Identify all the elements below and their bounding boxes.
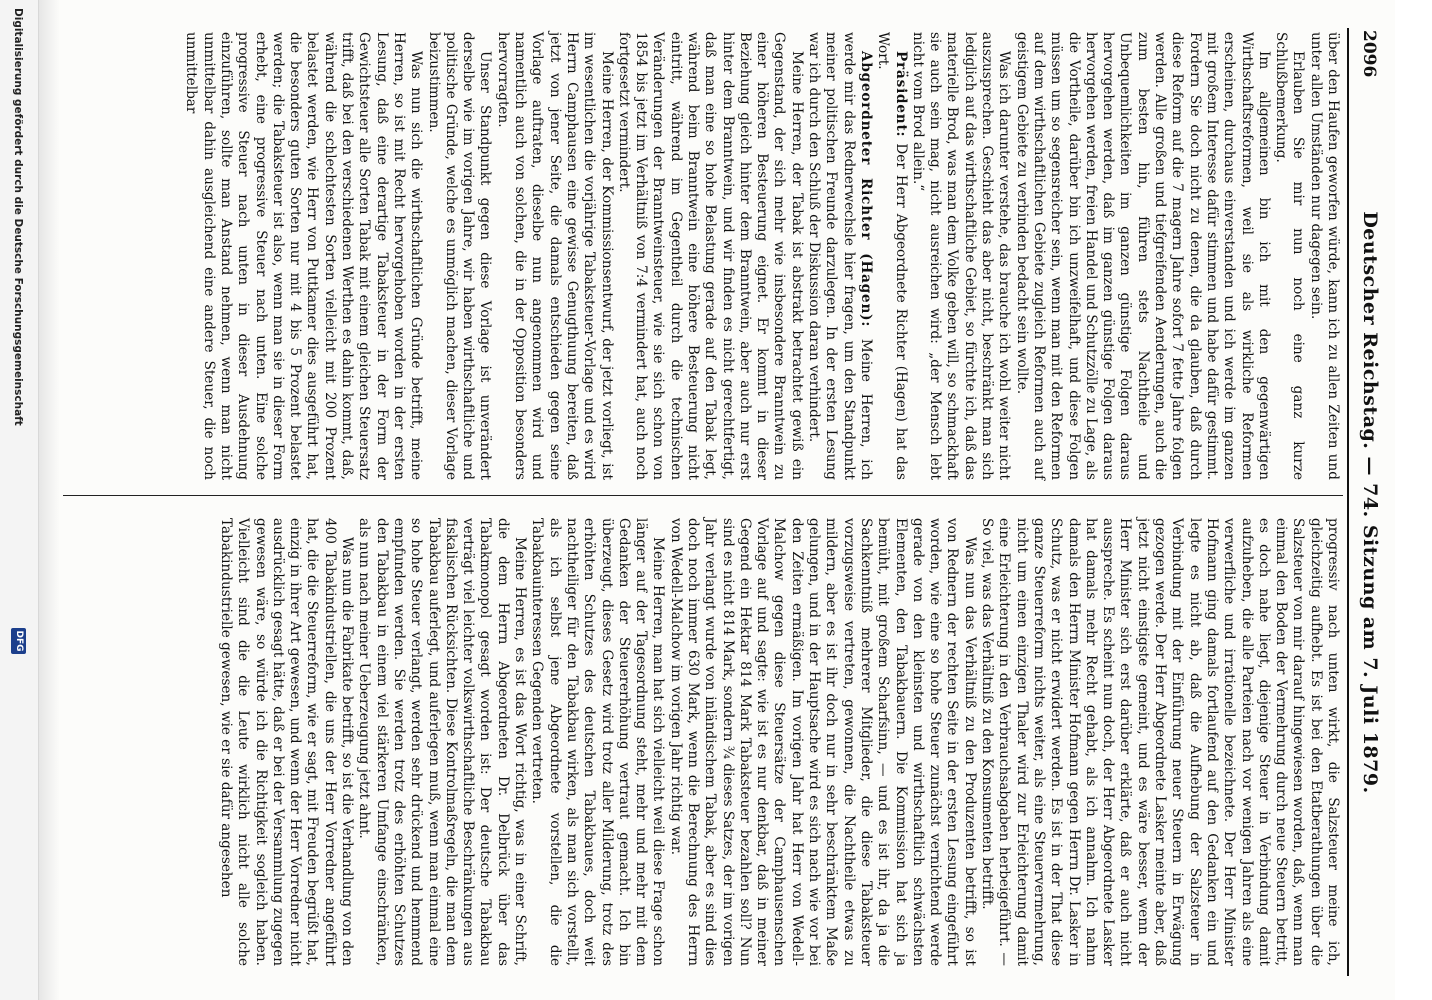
- paragraph: progressiv nach unten wirkt, die Salzsteuer meine ich, gleichzeitig aufhebt. Es ist bei den Etatberathungen über die Salzsteuer von mir darauf hingewiesen worden, daß, wenn man einmal den Boden der Vermehrung durch neue Steuern betritt, es doch nahe liegt, diejenige Steuer in Verbindung damit aufzuheben, die alle Parteien nach vor wenigen Jahren als eine verwerfliche und irrationelle bezeichnete. Der Herr Minister Hofmann ging damals fortlaufend auf den Gedanken ein und legte es nicht ab, daß die Aufhebung der Salzsteuer in Verbindung mit der Einführung neuer Steuern in Erwägung gezogen werde. Der Herr Abgeordnete Lasker meinte aber, daß jetzt nicht einstigste gemeint, und es wäre besser, wenn der Herr Minister sich erst darüber erklärte, daß er auch nicht ausspreche. Es scheint nun doch, der Herr Abgeordnete Lasker hat damals mehr Recht gehabt, als ich annahm. Ich nahm damals den Herrn Minister Hofmann gegen Herrn Dr. Lasker in Schutz, was er nicht erwidert werden. Es ist in der That diese ganze Steuerreform nichts weiter, als eine Steuervermehrung, nicht um einen einzigen Thaler wird zur Erleichterung damit eine Erleichterung in den Verbrauchsabgaben herbeigeführt. — So viel, was das Verhältniß zu den Konsumenten betrifft.: [979, 518, 1341, 966]
- paragraph: Meine Herren, es ist das Wort richtig, was in einer Schrift, die dem Herrn Abgeordneten Dr. Delbrück über das Tabakmonopol gesagt worden ist: Der deutsche Tabakbau verträgt viel leichter volkswirthschaftliche Beschränkungen aus fiskalischen Rücksichten. Diese Kontrolmaßregeln, die man dem Tabakbau auferlegt, und auferlegen muß, wenn man einmal eine so hohe Steuer verlangt, werden sehr drückend und hemmend empfunden werden. Sie werden trotz des erhöhten Schutzes den Tabakbau in einem viel stärkeren Umfange einschränken, als nun nach meiner Ueberzeugung jetzt ahnt.: [356, 518, 529, 966]
- speaker-name: Abgeordneter Richter (Hagen):: [857, 51, 874, 328]
- paragraph: Im allgemeinen bin ich mit den gegenwärtigen Wirthschaftsreformen, weil sie als wirkliche Reformen erscheinen, durchaus einverstanden und ich werde im ganzen mit großem Interesse dafür stimmen und habe dafür gestimmt. Fordern Sie doch nicht zu denen, die da glauben, daß durch diese Reform auf die 7 magern Jahre sofort 7 fette Jahre folgen werden. Alle großen und tiefgreifenden Aenderungen, auch die zum besten hin, führen stets Nachtheile und Unbequemlichkeiten im ganzen günstige Folgen daraus hervorgehen werden, daß im ganzen günstige Folgen daraus hervorgehen werden, freien Handel und Schutzzölle zu Lage, als die Vortheile, darüber bin ich unzweifelhaft, und diese Folgen müssen um so segensreicher sein, wenn man mit den Reformen auf dem wirthschaftlichen Gebiete zugleich Reformen auch auf geistigem Gebiete zu verbinden bedacht sein wollte.: [1013, 32, 1272, 480]
- paragraph: Was ich darunter verstehe, das brauche ich wohl weiter nicht auszusprechen. Geschieht das aber nicht, beschränkt man sich lediglich auf das wirthschaftliche Gebiet, so fürchte ich, daß das materielle Brod, was man dem Volke geben will, so schmackhaft sie auch sein mag, nicht ausreichen wird: „der Mensch lebt nicht vom Brod allein.“: [909, 32, 1013, 480]
- paragraph: Was nun die Fabrikate betrifft, so ist die Verhandlung von den 400 Tabakindustriellen, die uns der Herr Vorredner angeführt hat, die die Steuerreform, wie er sagt, mit Freuden begrüßt hat, einzig in ihrer Art gewesen, und wenn der Herr Vorredner nicht ausdrücklich gesagt hätte, daß er bei der Versammlung zugegen gewesen wäre, so würde ich die Richtigkeit sogleich haben. Vielleicht sind die die Leute wirklich nicht alle solche Tabakindustrielle gewesen, wie er sie dafür angesehen: [218, 518, 356, 966]
- column-divider: [63, 495, 1343, 496]
- paragraph: Meine Herren, der Tabak ist abstrakt betrachtet gewiß ein Gegenstand, der sich mehr wie insbesondere Branntwein zu einer höheren Besteuerung eignet. Er kommt in dieser Beziehung gleich hinter dem Branntwein, aber auch nur erst hinter dem Branntwein, und wir finden es nicht gerechtfertigt, daß man eine so hohe Belastung gerade auf den Tabak legt, während beim Branntwein eine höhere Besteuerung nicht eintritt, während im Gegentheil durch die technischen Veränderungen der Branntweinsteuer, wie sie sich schon von 1854 bis jetzt im Verhältniß von 7:4 vermindert hat, auch noch fortgesetzt vermindert.: [615, 32, 805, 480]
- header-rule: [1347, 28, 1349, 976]
- paragraph: Meine Herren, man hat sich vielleicht weil diese Frage schon länger auf der Tagesordnung steht, mehr und mehr mit dem Gedanken der Steuererhöhung vertraut gemacht. Ich bin überzeugt, dieses Gesetz wird trotz aller Milderung, trotz des erhöhten Schutzes des deutschen Tabakbaues, doch weit nachtheiliger für den Tabakbau wirken, als man sich vorstellt, als ich selbst jene Abgeordnete vorstellen, die die Tabakbauinteressen Gegenden vertreten.: [529, 518, 667, 966]
- paragraph: Meine Herren, der Kommissionsentwurf, der jetzt vorliegt, ist im wesentlichen die vorjährige Tabaksteuer-Vorlage und es wird Herrn Camphausen eine gewisse Genugthuung bereiten, daß jetzt von jener Seite, die damals entschieden gegen seine Vorlage auftraten, dieselbe nun angenommen wird und namentlich auch von solchen, die in der Opposition besonders hervorragten.: [494, 32, 615, 480]
- right-column: [217, 518, 1341, 966]
- scan-edge-shadow: [39, 0, 60, 1000]
- paragraph: Erlauben Sie mir nun noch eine ganz kurze Schlußbemerkung.: [1273, 32, 1307, 480]
- left-column: [182, 32, 1341, 480]
- running-title: Deutscher Reichstag. — 74. Sitzung am 7. Juli 1879.: [1359, 211, 1381, 794]
- page-number: 2096: [1359, 30, 1379, 78]
- paragraph: über den Haufen geworfen würde, kann ich zu allen Zeiten und unter allen Umständen nur dagegen sein.: [1307, 32, 1341, 480]
- paragraph: Was nun das Verhältniß zu den Produzenten betrifft, so ist von Rednern der rechten Seite in der ersten Lesung eingeführt worden, wie eine so hohe Steuer zunächst vernichtend werde gerade von den kleinsten und wirthschaftlich schwächsten Elementen, den Tabakbauern. Die Kommission hat sich ja bemüht, mit großem Scharfsinn, — und es ist ihr, da ja die Sachkenntniß mehrerer Mitglieder, die diese Tabaksteuer vorzugsweise vertreten, gewonnen, die Nachtheile etwas zu mildern, aber es ist ihr doch nur in sehr beschränktem Maße gelungen, und in der Hauptsache wird es sich nach wie vor bei den Zeiten ermäßigen. Im vorigen Jahr hat Herr von Wedell-Malchow gegen diese Steuersätze der Camphausenschen Vorlage auf und sagte: wie ist es nur denkbar, daß in meiner Gegend ein Hektar 814 Mark Tabaksteuer bezahlen soll? Nun sind es nicht 814 Mark, sondern ¾ dieses Satzes, der im vorigen Jahr verlangt wurde von inländischem Tabak, aber es sind dies doch noch immer 630 Mark, wenn die Berechnung des Herrn von Wedell-Malchow im vorigen Jahr richtig war.: [667, 518, 978, 966]
- paragraph: Unser Standpunkt gegen diese Vorlage ist unverändert derselbe wie im vorigen Jahre, wir haben wirthschaftliche und politische Gründe, welche es unmöglich machen, dieser Vorlage beizustimmen.: [425, 32, 494, 480]
- page-header: [1353, 30, 1383, 975]
- speech-paragraph: [874, 32, 909, 480]
- speech-paragraph: [805, 32, 874, 480]
- speech-text: Der Herr Abgeordnete Richter (Hagen) hat das Wort.: [875, 32, 909, 480]
- digitization-credit: Digitalisierung gefördert durch die Deutsche Forschungsgemeinschaft: [12, 8, 24, 426]
- speech-text: Meine Herren, ich werde mir das Rednerwechsle hier fragen, um den Standpunkt meiner politischen Freunde darzulegen. In der ersten Lesung war ich durch den Schluß der Diskussion daran verhindert.: [806, 32, 874, 480]
- dfg-logo-icon: DFG: [11, 628, 26, 654]
- paragraph: Was nun sich die wirthschaftlichen Gründe betrifft, meine Herren, so ist mit Recht hervorgehoben worden in der ersten Lesung, daß eine derartige Tabaksteuer in der Form der Gewichtsteuer alle Sorten Tabak mit einem gleichen Steuersatz trifft, daß bei den verschiedenen Werthen es dahin kommt, daß, während die schlechtesten Sorten vielleicht mit 200 Prozent belastet werden, wie Herr von Puttkamer dies ausgeführt hat, die besonders guten Sorten nur mit 4 bis 5 Prozent belastet werden; die Tabaksteuer ist also, wenn man sie in dieser Form erhebt, eine progressive Steuer nach unten. Eine solche progressive Steuer nach unten in dieser Ausdehnung einzuführen, sollte man Anstand nehmen, wenn man nicht unmittelbar dahin ausgleichend eine andere Steuer, die noch unmittelbar: [183, 32, 425, 480]
- speaker-name: Präsident:: [892, 51, 909, 138]
- digitization-footer: [0, 0, 39, 1000]
